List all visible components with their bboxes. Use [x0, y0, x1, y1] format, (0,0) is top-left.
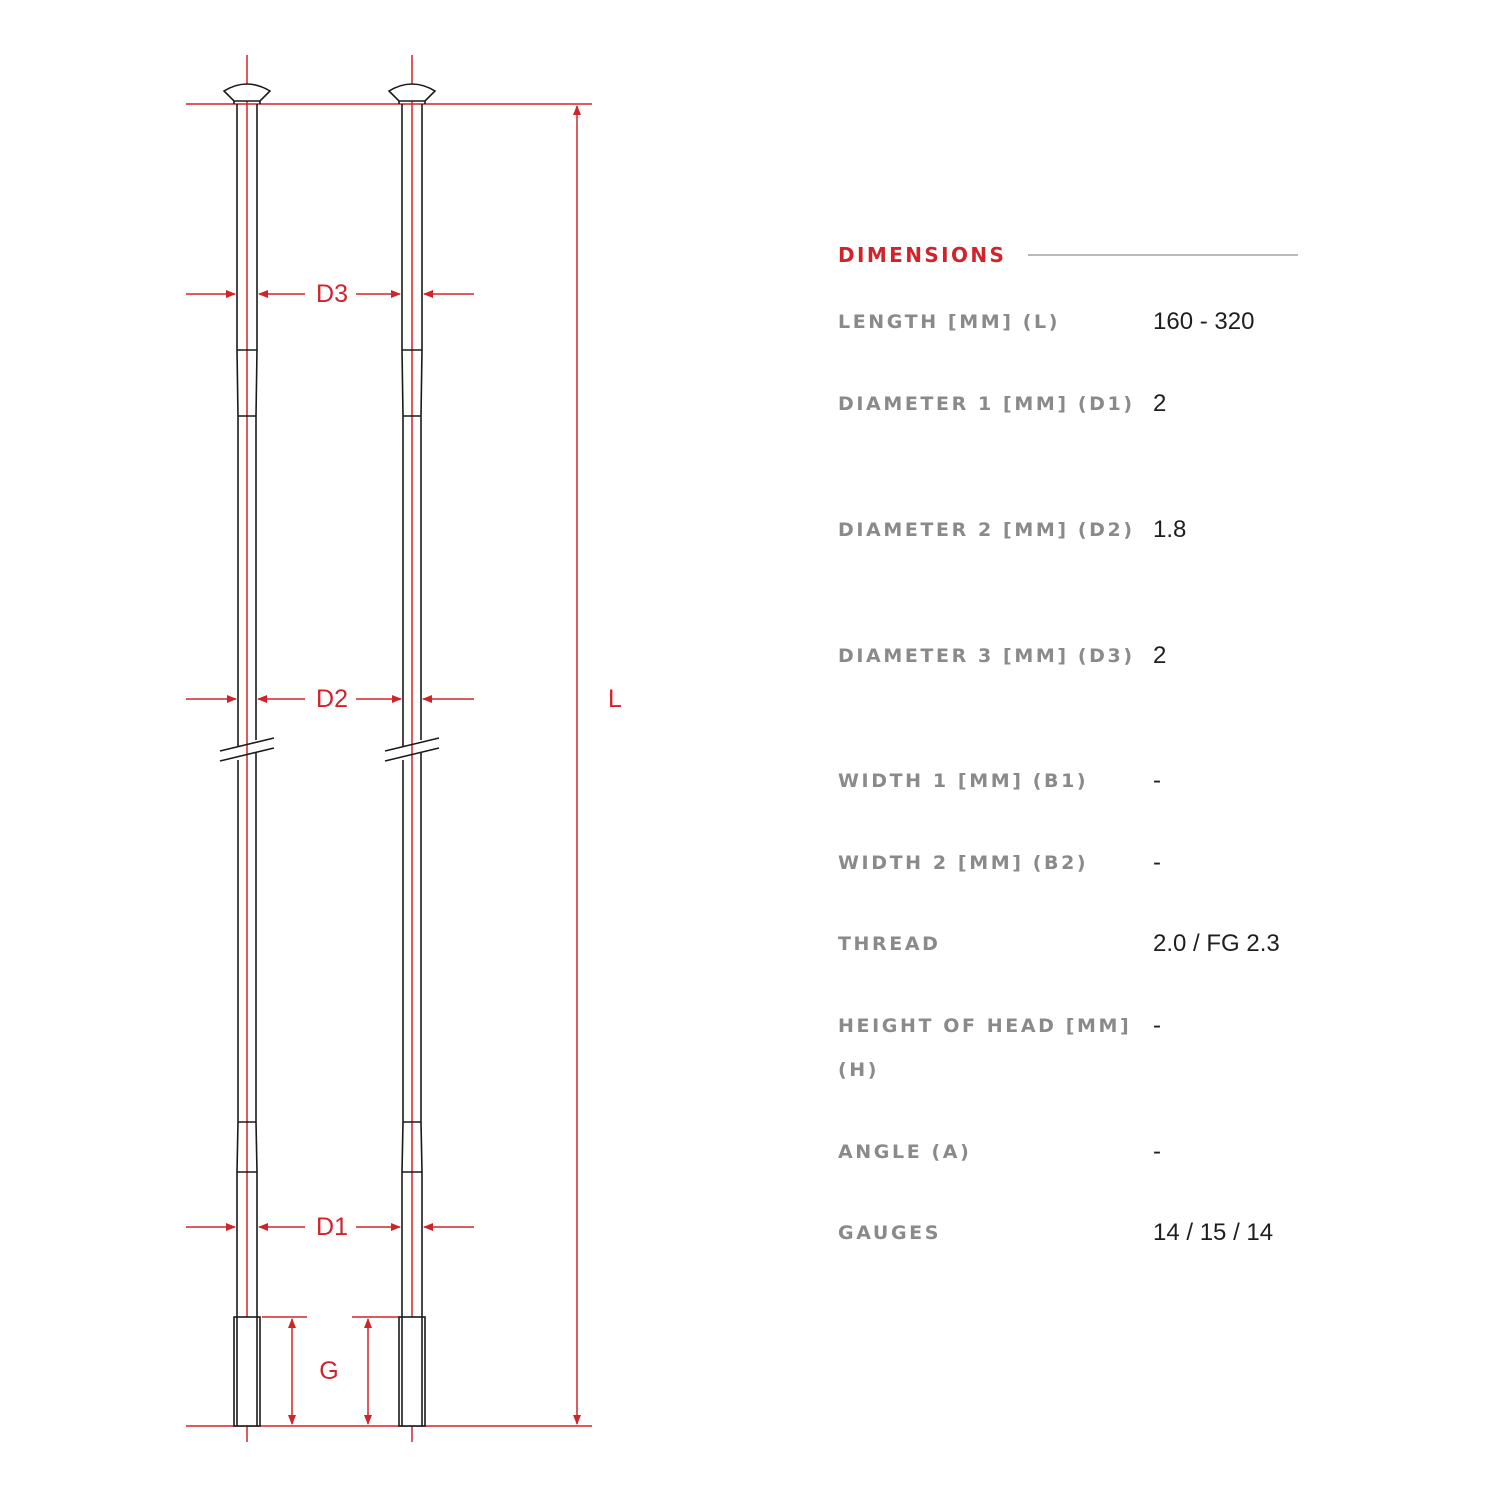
- spec-row-diameter-1: [838, 382, 1298, 426]
- spec-row-thread: [838, 922, 1298, 966]
- g-label: G: [319, 1357, 339, 1385]
- heading-rule: [1028, 254, 1298, 256]
- spec-label: DIAMETER 1 [MM] (D1): [838, 393, 1135, 415]
- spoke-head-1: [224, 84, 270, 101]
- spec-label: DIAMETER 3 [MM] (D3): [838, 645, 1135, 667]
- spec-row-diameter-3: [838, 634, 1298, 678]
- spec-row-diameter-2: [838, 508, 1298, 552]
- spec-row-head-height: [838, 1004, 1298, 1092]
- spec-row-width-2: [838, 841, 1298, 885]
- spec-value: -: [1153, 1012, 1161, 1039]
- spec-label: WIDTH 2 [MM] (B2): [838, 852, 1089, 874]
- dimension-arrows: [186, 106, 577, 1424]
- spec-value: -: [1153, 849, 1161, 876]
- thread-section-2: [399, 1317, 425, 1426]
- spec-label: ANGLE (A): [838, 1141, 972, 1163]
- d1-label: D1: [316, 1213, 348, 1241]
- spoke-head-2: [389, 84, 435, 101]
- spec-value: -: [1153, 767, 1161, 794]
- spec-label: DIAMETER 2 [MM] (D2): [838, 519, 1135, 541]
- spec-value: 1.8: [1153, 516, 1187, 543]
- spec-row-width-1: [838, 759, 1298, 803]
- spoke-drawing: [0, 0, 620, 1500]
- reference-lines: [186, 55, 592, 1442]
- spec-label: GAUGES: [838, 1222, 942, 1244]
- spec-value: 160 - 320: [1153, 308, 1255, 335]
- spec-row-length: [838, 300, 1298, 344]
- spec-label: THREAD: [838, 933, 941, 955]
- spec-value: -: [1153, 1138, 1161, 1165]
- spec-label: LENGTH [MM] (L): [838, 311, 1060, 333]
- spec-value: 2: [1153, 642, 1167, 669]
- spec-value: 2: [1153, 390, 1167, 417]
- spec-value: 14 / 15 / 14: [1153, 1219, 1274, 1246]
- spec-row-angle: [838, 1130, 1298, 1174]
- spec-label: HEIGHT OF HEAD [MM] (H): [838, 1015, 1132, 1081]
- spec-value: 2.0 / FG 2.3: [1153, 930, 1280, 957]
- d3-label: D3: [316, 280, 348, 308]
- length-label: L: [608, 685, 622, 713]
- dimensions-panel: [838, 238, 1298, 1246]
- spec-label: WIDTH 1 [MM] (B1): [838, 770, 1089, 792]
- dimensions-heading: [838, 238, 1298, 272]
- spec-row-gauges: [838, 1211, 1298, 1255]
- dimensions-heading-text: DIMENSIONS: [838, 243, 1007, 267]
- thread-section-1: [234, 1317, 260, 1426]
- d2-label: D2: [316, 685, 348, 713]
